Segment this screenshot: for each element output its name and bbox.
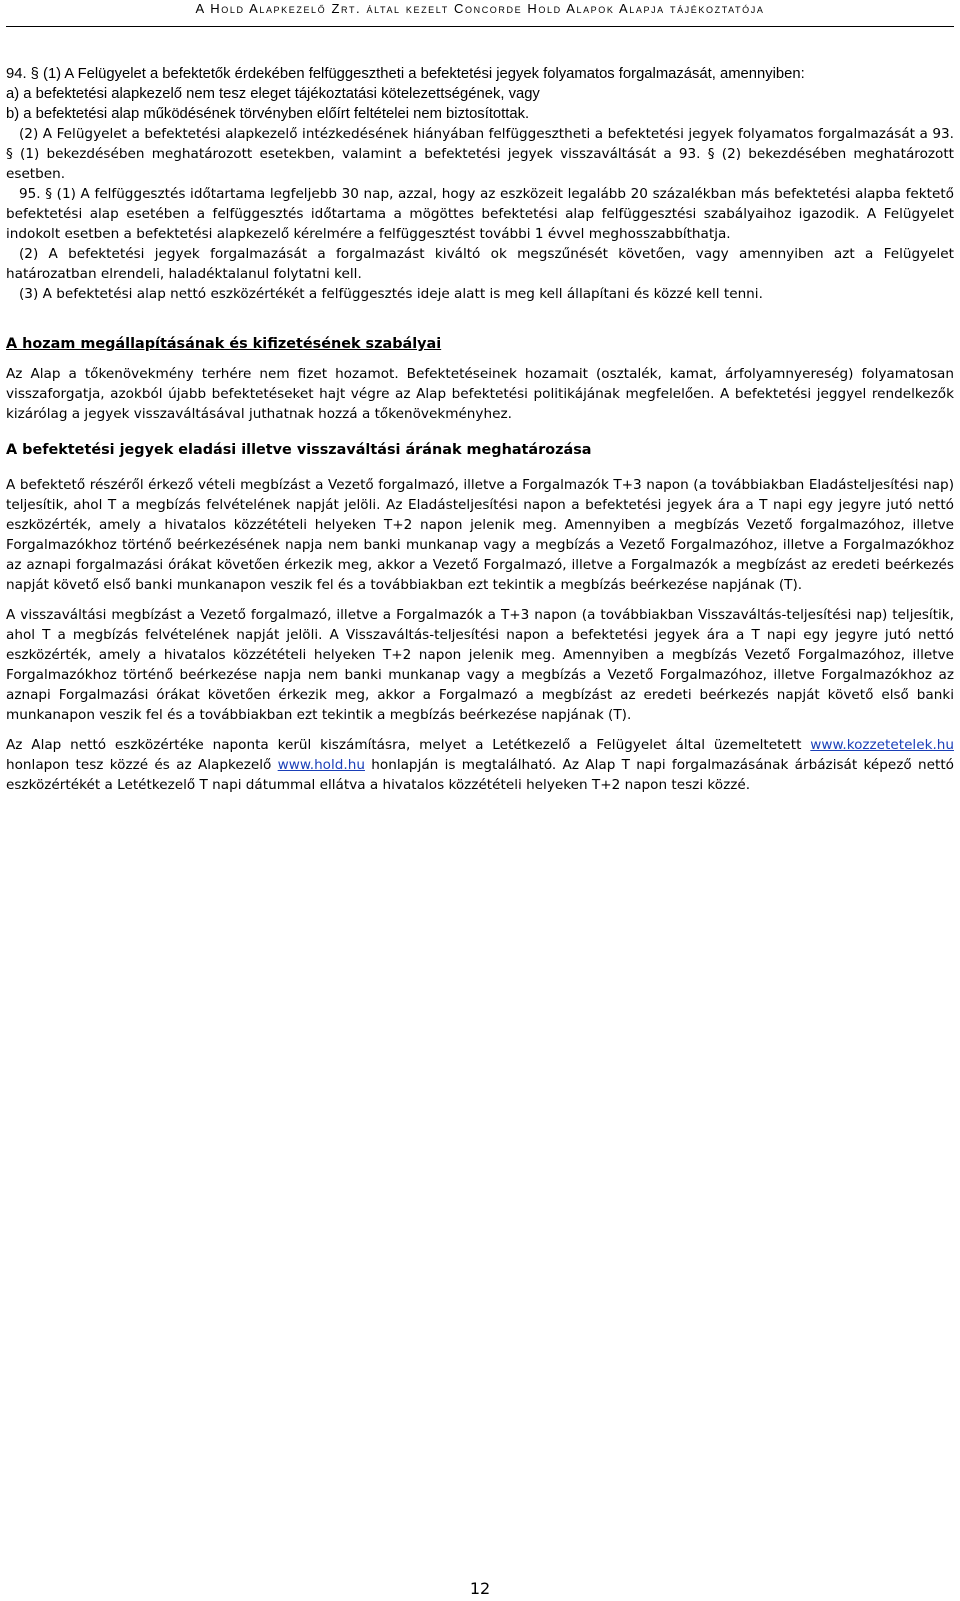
section-94-item-b: b) a befektetési alap működésének törvényben előírt feltételei nem biztosítottak. <box>6 106 530 122</box>
yield-section-heading: A hozam megállapításának és kifizetésének szabályai <box>6 336 442 352</box>
section-94-paragraph-2: (2) A Felügyelet a befektetési alapkezelő intézkedésének hiányában felfüggesztheti a befektetési jegyek folyamatos forgalmazását a 93. § (1) bekezdésében meghatározott esetekben, valamint a befektetési jegyek visszaváltását a 93. § (2) bekezdésében meghatározott esetben. <box>6 126 954 182</box>
hold-link[interactable]: www.hold.hu <box>277 757 365 773</box>
purchase-order-paragraph: A befektető részéről érkező vételi megbízást a Vezető forgalmazó, illetve a Forgalmazók T+3 napon (a továbbiakban Eladásteljesítési nap) teljesítik, ahol T a megbízás felvételének napját jelöli. Az Eladásteljesítési napon a befektetési jegyek ára a T napi egy jegyre jutó nettó eszközérték, amely a hivatalos közzétételi helyeken T+2 napon jelenik meg. Amennyiben a megbízás Vezető forgalmazóhoz, illetve Forgalmazókhoz történő beérkezésének napja nem banki munkanap vagy a megbízás a Vezető Forgalmazóhoz, illetve a Forgalmazókhoz az aznapi forgalmazási órákat követően érkezik meg, akkor a Vezető Forgalmazó, illetve a Forgalmazók a megbízást az eredeti beérkezés napját követő első banki munkanapon veszik fel és a továbbiakban ezt tekintik a megbízás beérkezése napjának (T). <box>6 477 954 593</box>
spacer <box>6 424 954 440</box>
spacer <box>6 725 954 735</box>
section-94-item-a: a) a befektetési alapkezelő nem tesz eleget tájékoztatási kötelezettségének, vagy <box>6 86 540 102</box>
yield-section-body: Az Alap a tőkenövekmény terhére nem fizet hozamot. Befektetéseinek hozamait (osztalék, kamat, árfolyamnyereség) folyamatosan visszaforgatja, azokból újabb befektetéseket hajt végre az Alap befektetési politikájának megfelelően. A befektetési jeggyel rendelkezők kizárólag a jegyek visszaváltásával juthatnak hozzá a tőkenövekményhez. <box>6 366 954 422</box>
kozzetetelek-link[interactable]: www.kozzetetelek.hu <box>810 737 954 753</box>
page-number: 12 <box>469 1579 491 1598</box>
spacer <box>6 460 954 475</box>
nav-publication-paragraph <box>6 735 954 795</box>
section-95-paragraph-1: 95. § (1) A felfüggesztés időtartama legfeljebb 30 nap, azzal, hogy az eszközeit legalább 20 százalékban más befektetési alapba fektető befektetési alap esetében a felfüggesztés időtartama a mögöttes befektetési alap felfüggesztési szabályaihoz igazodik. A Felügyelet indokolt esetben a befektetési alapkezelő kérelmére a felfüggesztést további 1 évvel meghosszabbíthatja. <box>6 186 954 242</box>
spacer <box>6 304 954 334</box>
nav-text-part-2: honlapon tesz közzé és az Alapkezelő <box>6 757 278 773</box>
page-content <box>6 64 954 795</box>
spacer <box>6 595 954 605</box>
nav-text-part-1: Az Alap nettó eszközértéke naponta kerül kiszámításra, melyet a Letétkezelő a Felügyelet által üzemeltetett <box>6 737 811 753</box>
nav-text-part-3: honlapján is megtalálható. Az Alap T napi forgalmazásának árbázisát képező nettó eszközértékét a Letétkezelő T napi dátummal ellátva a hivatalos közzétételi helyeken T+2 napon teszi közzé. <box>6 757 954 793</box>
running-header: A Hold Alapkezelő Zrt. által kezelt Concorde Hold Alapok Alapja tájékoztatója <box>6 0 954 27</box>
price-section-heading: A befektetési jegyek eladási illetve visszaváltási árának meghatározása <box>6 442 592 458</box>
redemption-order-paragraph: A visszaváltási megbízást a Vezető forgalmazó, illetve a Forgalmazók a T+3 napon (a továbbiakban Visszaváltás-teljesítési nap) teljesítik, ahol T a megbízás felvételének napját jelöli. A Visszaváltás-teljesítési napon a befektetési jegyek ára a T napi egy jegyre jutó nettó eszközérték, amely a hivatalos közzétételi helyeken T+2 napon jelenik meg. Amennyiben a megbízás Vezető Forgalmazóhoz, illetve Forgalmazókhoz történő beérkezése napja nem banki munkanap vagy a megbízás a Vezető Forgalmazóhoz, illetve Forgalmazókhoz az aznapi Forgalmazási órákat követően érkezik meg, akkor a Forgalmazó a megbízást az eredeti beérkezés napját követő első banki munkanapon veszik fel és a továbbiakban ezt tekintik a megbízás beérkezése napjának (T). <box>6 607 954 723</box>
section-94-paragraph-1: 94. § (1) A Felügyelet a befektetők érdekében felfüggesztheti a befektetési jegyek folyamatos forgalmazását, amennyiben: <box>6 66 805 82</box>
section-95-paragraph-2: (2) A befektetési jegyek forgalmazását a forgalmazást kiváltó ok megszűnését követően, vagy amennyiben azt a Felügyelet határozatban elrendeli, haladéktalanul folytatni kell. <box>6 246 954 282</box>
section-95-paragraph-3: (3) A befektetési alap nettó eszközértékét a felfüggesztés ideje alatt is meg kell állapítani és közzé kell tenni. <box>19 286 763 302</box>
spacer <box>6 354 954 364</box>
